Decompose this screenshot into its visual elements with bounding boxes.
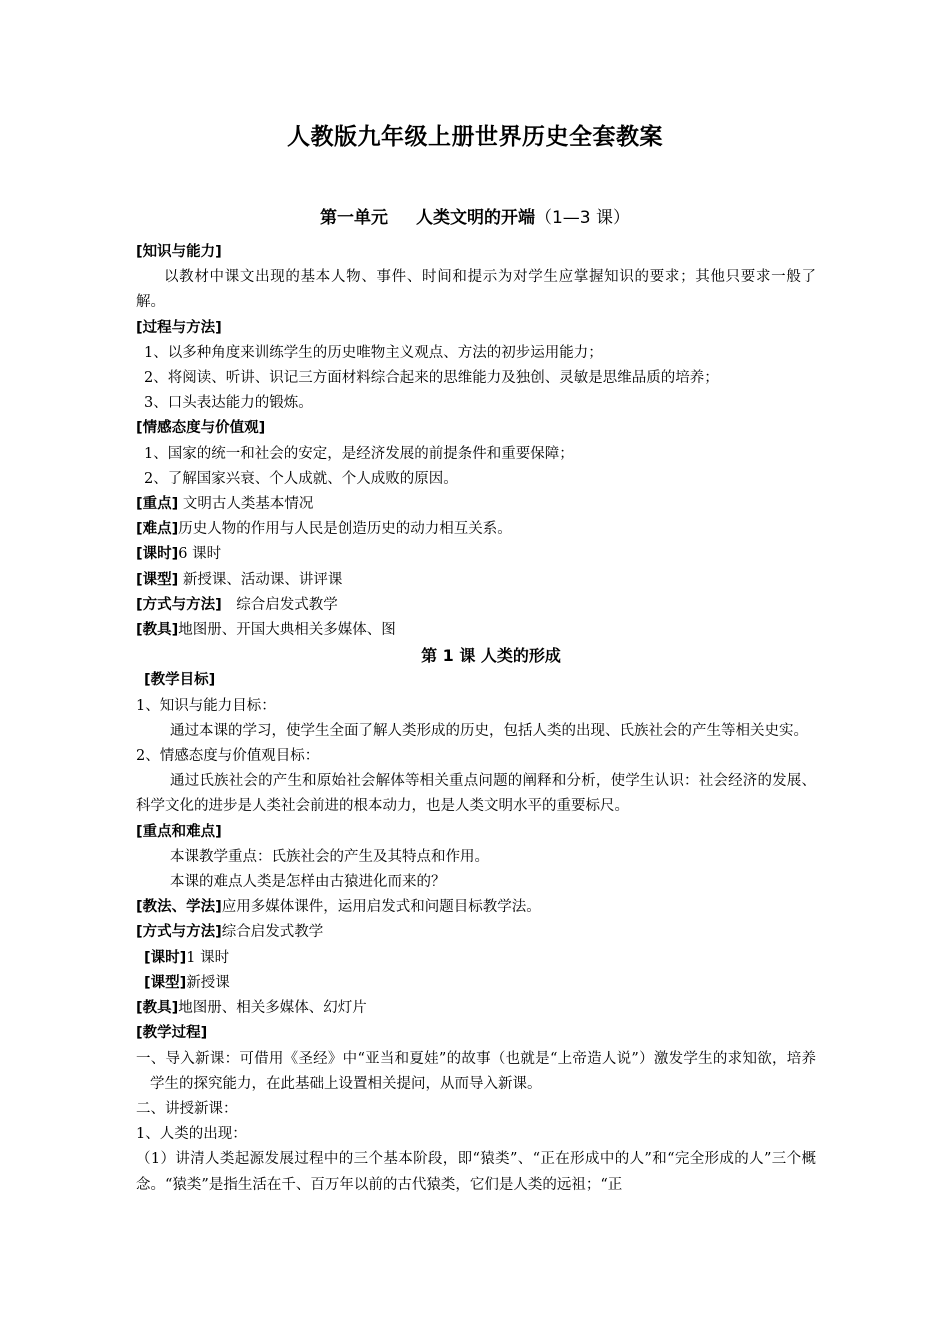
tools-line — [136, 618, 816, 643]
hours-line — [136, 542, 816, 567]
lesson-tools-label: [教具] — [136, 1000, 179, 1017]
document-title: 人教版九年级上册世界历史全套教案 — [287, 124, 663, 150]
type-label: [课型] — [136, 571, 179, 588]
unit-name: 人类文明的开端 — [415, 208, 535, 228]
attitude-item: 1、国家的统一和社会的安定，是经济发展的前提条件和重要保障； — [144, 445, 574, 462]
tools-text: 地图册、开国大典相关多媒体、图 — [178, 622, 396, 639]
process-item: 1、以多种角度来训练学生的历史唯物主义观点、方法的初步运用能力； — [144, 344, 603, 361]
lesson-method-line — [136, 920, 816, 945]
difficult-point-text: 历史人物的作用与人民是创造历史的动力相互关系。 — [178, 521, 512, 538]
hours-label: [课时] — [136, 546, 179, 563]
teach-method-line — [136, 895, 816, 920]
lesson-hours-text: 1 课时 — [186, 949, 230, 966]
lesson-method-label: [方式与方法] — [136, 924, 222, 941]
unit-label: 第一单元 — [319, 208, 388, 228]
lesson-type-label: [课型] — [144, 974, 187, 991]
lesson-hours-label: [课时] — [144, 949, 187, 966]
lesson-title: 第 1 课 人类的形成 — [421, 646, 561, 666]
process-item: 2、将阅读、听讲、识记三方面材料综合起来的思维能力及独创、灵敏是思维品质的培养； — [144, 370, 719, 387]
difficulty-paragraph: 本课的难点人类是怎样由古猿进化而来的？ — [170, 874, 446, 891]
section-heading-process: [过程与方法] — [136, 319, 222, 336]
method-line — [136, 593, 816, 618]
key-point-line — [136, 492, 816, 517]
goal-2-title: 2、情感态度与价值观目标： — [136, 748, 320, 765]
lesson-tools-line — [136, 996, 816, 1021]
lesson-hours-line — [136, 946, 816, 971]
intro-step-paragraph: 一、导入新课：可借用《圣经》中“亚当和夏娃”的故事（也就是“上帝造人说”）激发学生的求知欲，培养学生的探究能力，在此基础上设置相关提问，从而导入新课。 — [136, 1050, 816, 1092]
lesson-type-text: 新授课 — [186, 974, 230, 991]
type-text: 新授课、活动课、讲评课 — [178, 571, 343, 588]
teach-method-text: 应用多媒体课件，运用启发式和问题目标教学法。 — [221, 899, 541, 916]
teach-method-label: [教法、学法] — [136, 899, 222, 916]
lesson-method-text: 综合启发式教学 — [221, 924, 324, 941]
attitude-item: 2、了解国家兴衰、个人成就、个人成败的原因。 — [144, 470, 458, 487]
method-label: [方式与方法] — [136, 596, 222, 613]
method-text: 综合启发式教学 — [221, 596, 338, 613]
key-point-text: 文明古人类基本情况 — [178, 496, 314, 513]
teaching-process-heading: [教学过程] — [136, 1025, 208, 1042]
goal-1-paragraph: 通过本课的学习，使学生全面了解人类形成的历史，包括人类的出现、氏族社会的产生等相关史实。 — [170, 722, 808, 739]
goal-heading: [教学目标] — [144, 672, 216, 689]
lesson-type-line — [136, 971, 816, 996]
goal-2-paragraph: 通过氏族社会的产生和原始社会解体等相关重点问题的阐释和分析，使学生认识：社会经济的发展、科学文化的进步是人类社会前进的根本动力，也是人类文明水平的重要标尺。 — [136, 773, 816, 815]
knowledge-paragraph: 以教材中课文出现的基本人物、事件、时间和提示为对学生应掌握知识的要求；其他只要求一般了解。 — [136, 269, 816, 311]
goal-1-title: 1、知识与能力目标： — [136, 697, 276, 714]
tools-label: [教具] — [136, 622, 179, 639]
teaching-step-2: 二、讲授新课： — [136, 1100, 238, 1117]
subsection-1-paragraph: （1）讲清人类起源发展过程中的三个基本阶段，即“猿类”、“正在形成中的人”和“完全形成的人”三个概念。“猿类”是指生活在千、百万年以前的古代猿类，它们是人类的远祖；“正 — [136, 1151, 816, 1193]
key-point-paragraph: 本课教学重点：氏族社会的产生及其特点和作用。 — [170, 848, 489, 865]
section-heading-knowledge: [知识与能力] — [136, 244, 222, 260]
unit-range: （1—3 课） — [534, 208, 631, 228]
key-point-label: [重点] — [136, 496, 179, 513]
difficult-point-line — [136, 517, 816, 542]
subsection-1-title: 1、人类的出现： — [136, 1126, 247, 1143]
lesson-tools-text: 地图册、相关多媒体、幻灯片 — [178, 1000, 367, 1017]
hours-text: 6 课时 — [178, 546, 222, 563]
document-body — [136, 240, 816, 1198]
process-item: 3、口头表达能力的锻炼。 — [144, 395, 313, 412]
difficult-point-label: [难点] — [136, 521, 179, 538]
type-line — [136, 568, 816, 593]
key-difficulty-heading: [重点和难点] — [136, 823, 222, 840]
section-heading-attitude: [情感态度与价值观] — [136, 420, 266, 437]
unit-heading — [0, 203, 950, 228]
